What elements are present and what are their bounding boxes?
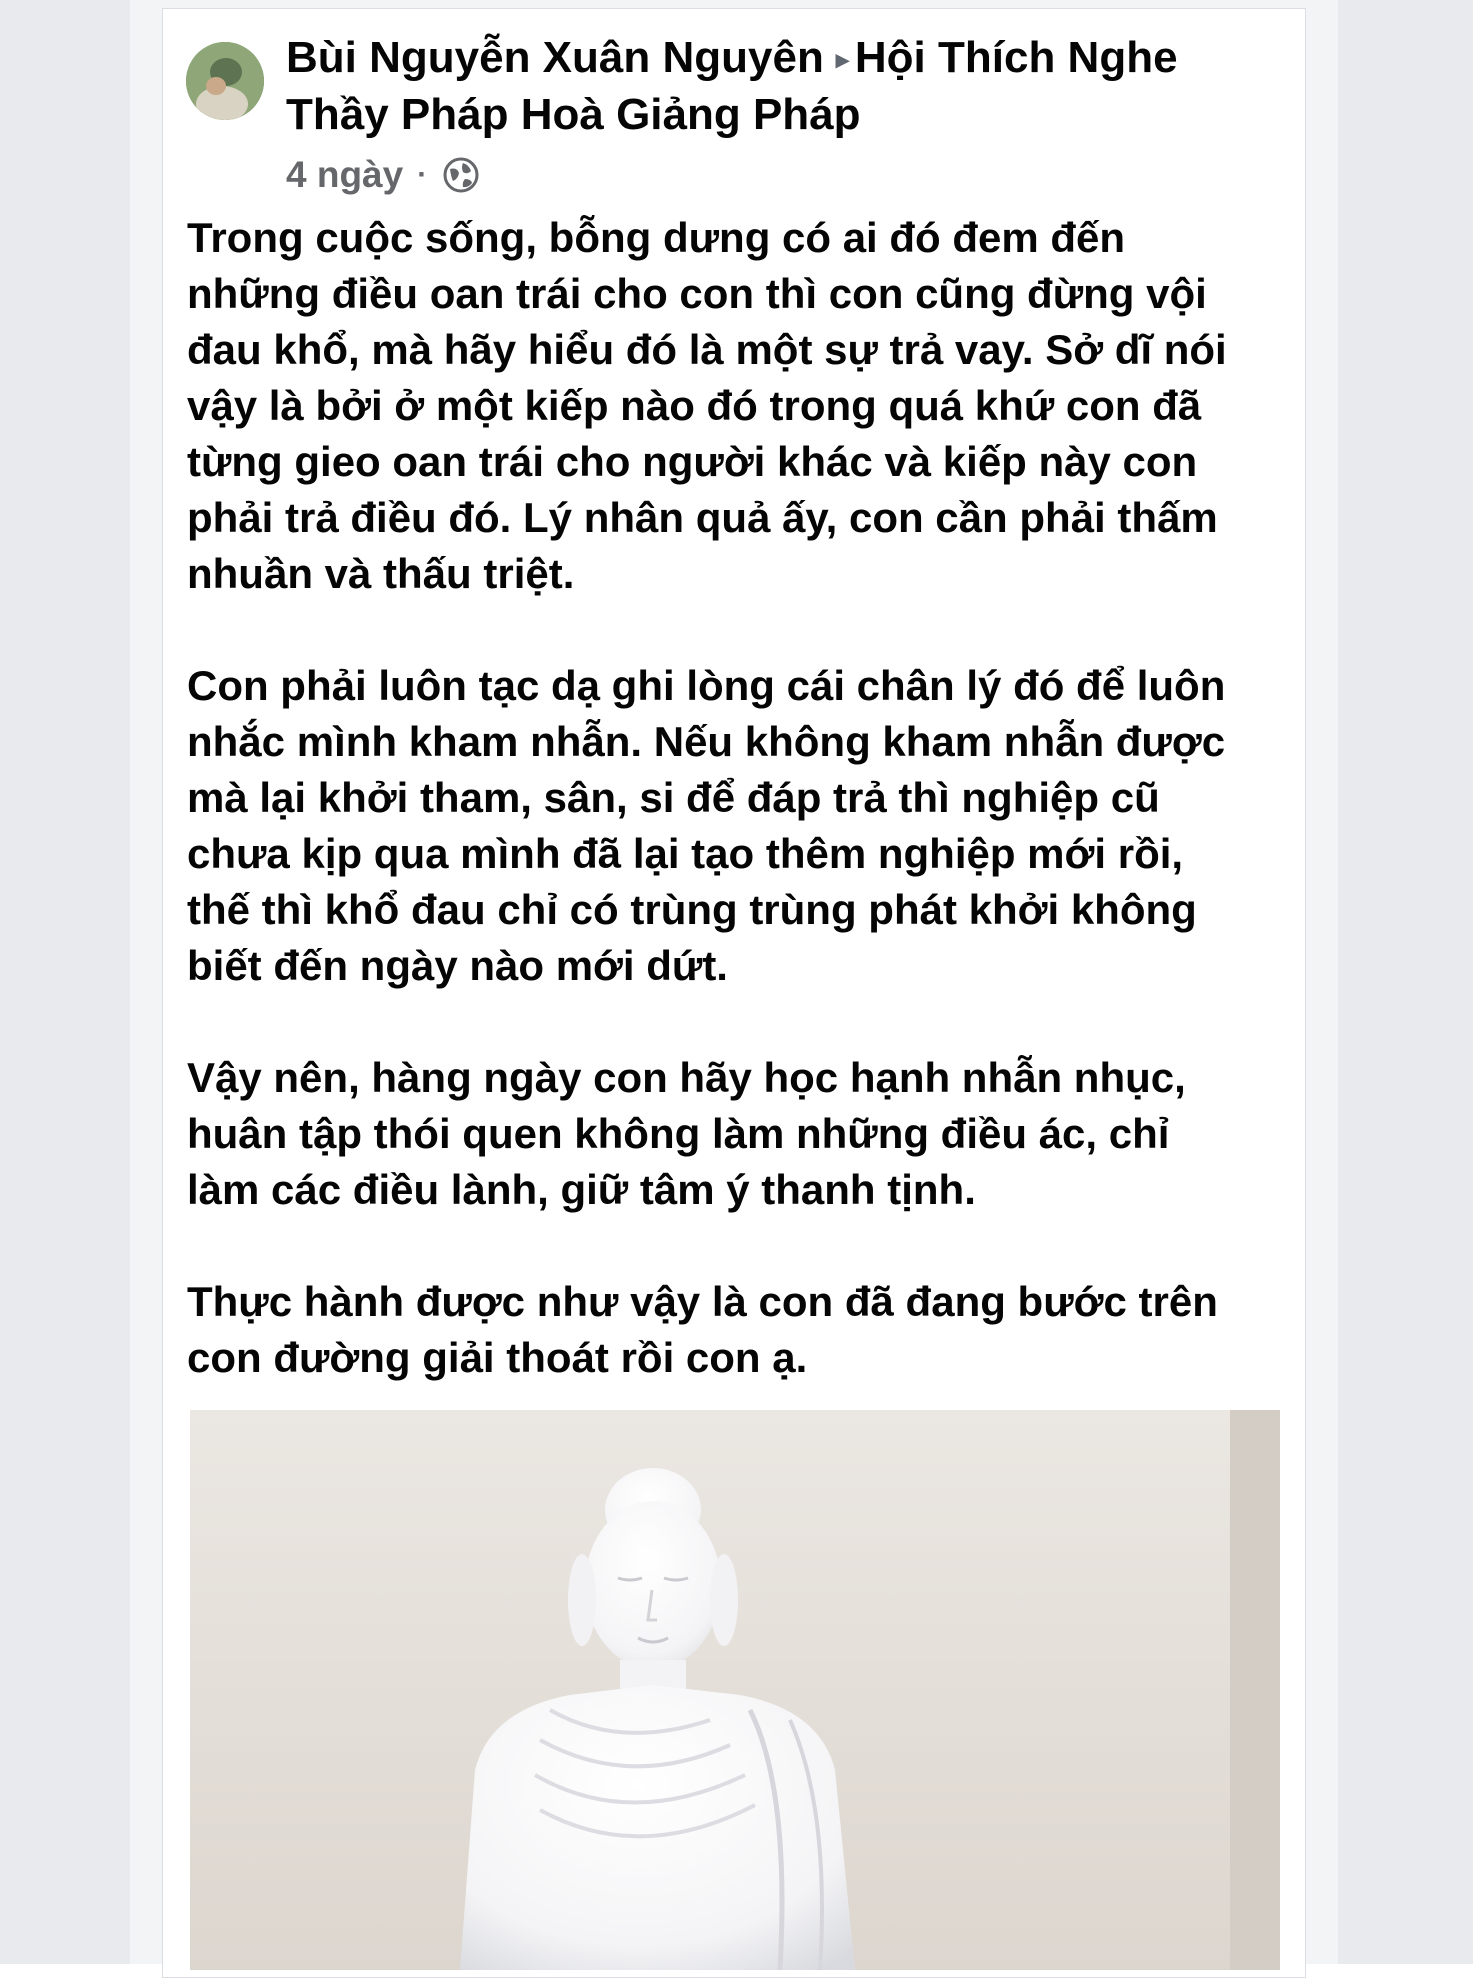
buddha-statue-image (190, 1410, 1280, 1970)
post-timestamp[interactable]: 4 ngày (286, 154, 404, 195)
shared-to-arrow-icon: ▸ (835, 44, 849, 74)
author-name[interactable]: Bùi Nguyễn Xuân Nguyên (286, 33, 824, 82)
post-meta (286, 150, 481, 200)
post-text (187, 210, 1297, 1442)
post-header-title (286, 30, 1286, 143)
post-paragraph-4: Thực hành được như vậy là con đã đang bước trên con đường giải thoát rồi con ạ. (187, 1278, 1218, 1381)
left-margin (0, 0, 130, 1964)
avatar-image (186, 42, 264, 120)
post-paragraph-1: Trong cuộc sống, bỗng dưng có ai đó đem đến những điều oan trái cho con thì con cũng đừng vội đau khổ, mà hãy hiểu đó là một sự trả vay. Sở dĩ nói vậy là bởi ở một kiếp nào đó trong quá khứ con đã từng gieo oan trái cho người khác và kiếp này con phải trả điều đó. Lý nhân quả ấy, con cần phải thấm nhuần và thấu triệt. (187, 214, 1227, 597)
author-avatar[interactable] (186, 42, 264, 120)
post-paragraph-3: Vậy nên, hàng ngày con hãy học hạnh nhẫn nhục, huân tập thói quen không làm những điều ác, chỉ làm các điều lành, giữ tâm ý thanh tịnh. (187, 1054, 1186, 1213)
group-name[interactable]: Hội Thích Nghe Thầy Pháp Hoà Giảng Pháp (286, 33, 1178, 139)
meta-separator: · (417, 158, 428, 191)
post-paragraph-2: Con phải luôn tạc dạ ghi lòng cái chân lý đó để luôn nhắc mình kham nhẫn. Nếu không kham nhẫn được mà lại khởi tham, sân, si để đáp trả thì nghiệp cũ chưa kịp qua mình đã lại tạo thêm nghiệp mới rồi, thế thì khổ đau chỉ có trùng trùng phát khởi không biết đến ngày nào mới dứt. (187, 662, 1226, 989)
post-photo[interactable] (190, 1410, 1280, 1970)
globe-icon[interactable] (441, 155, 481, 195)
right-margin (1338, 0, 1473, 1964)
